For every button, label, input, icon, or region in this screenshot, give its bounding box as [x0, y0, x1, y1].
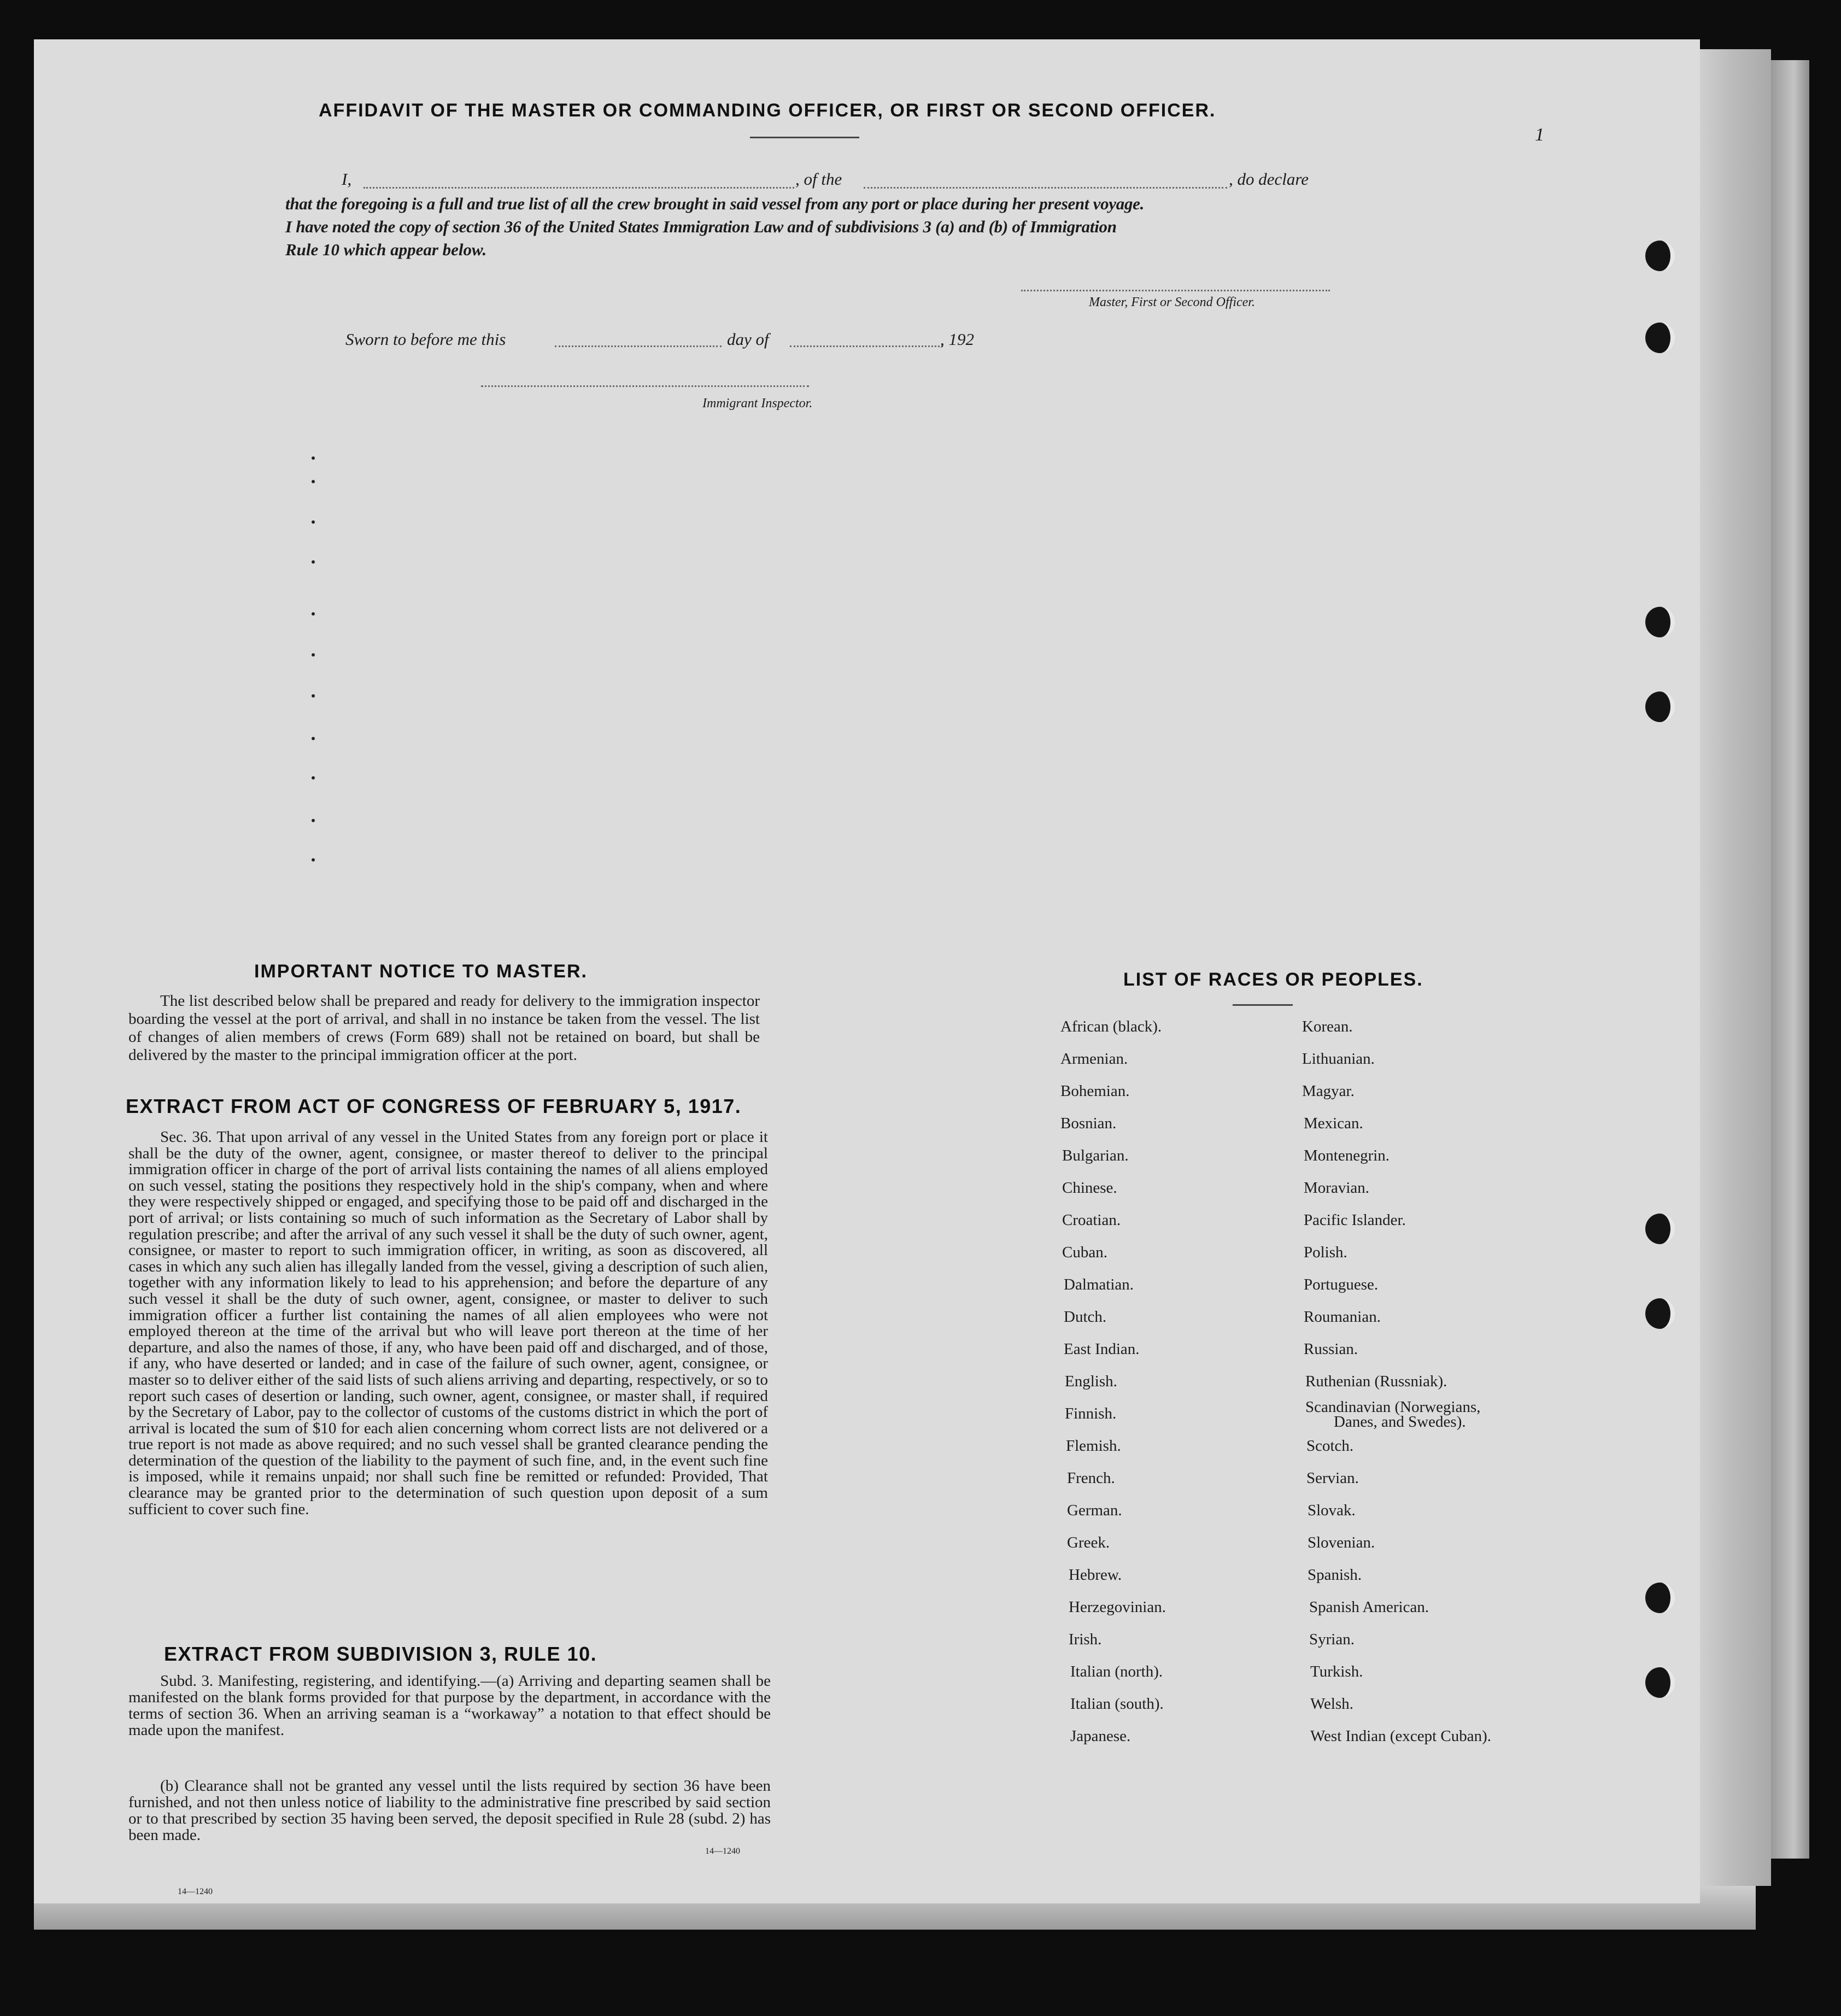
sworn-label: Sworn to before me this [345, 330, 506, 349]
page-edge [1700, 49, 1771, 1886]
race-item: German. [1067, 1502, 1122, 1519]
punch-hole [1645, 1298, 1675, 1329]
row-mark [312, 560, 315, 564]
race-item: Hebrew. [1069, 1566, 1122, 1584]
affidavit-line4: Rule 10 which appear below. [285, 240, 487, 259]
race-item: Cuban. [1062, 1244, 1107, 1261]
bottom-form-number: 14—1240 [178, 1887, 213, 1896]
race-item: Montenegrin. [1304, 1147, 1390, 1164]
punch-hole [1645, 1667, 1675, 1698]
race-item: Moravian. [1304, 1179, 1369, 1197]
race-item: Korean. [1302, 1018, 1353, 1035]
name-field[interactable] [363, 187, 794, 189]
act-text: Sec. 36. That upon arrival of any vessel in the United States from any foreign port or place it shall be the duty of the owner, agent, consignee, or master thereof to deliver to the principal immigration officer in charge of the port of arrival lists containing the names of all aliens employed on such vessel, stating the positions they respectively hold in the ship's company, when and where they were respectively shipped or engaged, and specifying those to be paid off and discharged in the port of arrival; or lists containing so much of such information as the Secretary of Labor shall by regulation prescribe; and after the arrival of any such vessel it shall be the duty of such owner, agent, consignee, or master to report to such immigration officer, in writing, as soon as discovered, all cases in which any such alien has illegally landed from the vessel, giving a description of such alien, together with any information likely to lead to his apprehension; and before the departure of any such vessel it shall be the duty of such owner, agent, consignee, or master to deliver to such immigration officer a further list containing the names of all alien employees who were not employed thereon at the time of the arrival but who will leave port thereon at the time of her departure, and also the names of those, if any, who have been paid off and discharged, and of those, if any, who have deserted or landed; and in case of the failure of such owner, agent, consignee, or master so to deliver either of the said lists of such aliens arriving and departing, respectively, or so to report such cases of desertion or landing, such owner, agent, consignee, or master shall, if required by the Secretary of Labor, pay to the collector of customs of the customs district in which the port of arrival is located the sum of $10 for each alien concerning whom correct lists are not delivered or a true report is not made as above required; and no such vessel shall be granted clearance pending the determination of the question of the liability to the payment of such fine, and, in the event such fine is imposed, while it remains unpaid; nor shall such fine be remitted or refunded: Provided, That clearance may be granted prior to the determination of such question upon deposit of a sum sufficient to cover such fine. [128, 1128, 768, 1518]
punch-hole [1645, 1583, 1675, 1613]
race-item: Magyar. [1302, 1082, 1355, 1100]
race-item: East Indian. [1064, 1340, 1140, 1358]
row-mark [312, 819, 315, 822]
rule-text-b: (b) Clearance shall not be granted any vessel until the lists required by section 36 have been furnished, and not then unless notice of liability to the administrative fine prescribed by said section or to that prescribed by section 35 having been served, the deposit specified in Rule 28 (subd. 2) has been made. [128, 1777, 771, 1844]
punch-hole [1645, 1214, 1675, 1244]
page-edge-stack [1771, 60, 1809, 1859]
row-mark [312, 480, 315, 483]
race-item: African (black). [1060, 1018, 1162, 1035]
race-item: Flemish. [1066, 1437, 1121, 1455]
race-item: Turkish. [1310, 1663, 1363, 1680]
race-item: Irish. [1069, 1631, 1102, 1648]
master-label: Master, First or Second Officer. [1089, 295, 1255, 309]
notice-text: The list described below shall be prepared and ready for delivery to the immigration inspector boarding the vessel at the port of arrival, and shall in no instance be taken from the vessel. The list of changes of alien members of crews (Form 689) shall not be retained on board, but shall be delivered by the master to the principal immigration officer at the port. [128, 992, 760, 1064]
race-item: Italian (south). [1070, 1695, 1164, 1713]
race-item: Greek. [1067, 1534, 1110, 1551]
punch-hole [1645, 241, 1675, 271]
act-title: EXTRACT FROM ACT OF CONGRESS OF FEBRUARY 5, 1917. [126, 1095, 742, 1117]
race-item: Pacific Islander. [1304, 1211, 1406, 1229]
race-item: Dalmatian. [1064, 1276, 1134, 1293]
page-mark: 1 [1535, 125, 1544, 145]
rule-title: EXTRACT FROM SUBDIVISION 3, RULE 10. [164, 1643, 597, 1665]
race-item: Roumanian. [1304, 1308, 1381, 1326]
race-item: Bulgarian. [1062, 1147, 1129, 1164]
race-item: Bohemian. [1060, 1082, 1130, 1100]
vessel-field[interactable] [864, 187, 1227, 189]
race-item: Scotch. [1306, 1437, 1354, 1455]
race-item: French. [1067, 1469, 1115, 1487]
race-item: Russian. [1304, 1340, 1358, 1358]
row-mark [312, 858, 315, 862]
races-title: LIST OF RACES OR PEOPLES. [1123, 969, 1423, 990]
race-item: Herzegovinian. [1069, 1598, 1166, 1616]
punch-hole [1645, 323, 1675, 353]
race-item: Welsh. [1310, 1695, 1354, 1713]
race-item: Japanese. [1070, 1727, 1131, 1745]
inspector-signature-line[interactable] [481, 385, 809, 387]
row-mark [312, 737, 315, 740]
rule-text-a: Subd. 3. Manifesting, registering, and identifying.—(a) Arriving and departing seamen shall be manifested on the blank forms provided for that purpose by the department, in accordance with the terms of section 36. When an arriving seaman is a “workaway” a notation to that effect should be made upon the manifest. [128, 1672, 771, 1739]
race-item: Ruthenian (Russniak). [1305, 1373, 1447, 1390]
race-item: Polish. [1304, 1244, 1347, 1261]
row-mark [312, 653, 315, 657]
race-item: Armenian. [1060, 1050, 1128, 1068]
race-item: Syrian. [1309, 1631, 1355, 1648]
race-item: English. [1065, 1373, 1117, 1390]
race-item: Slovak. [1308, 1502, 1356, 1519]
race-item: Bosnian. [1060, 1115, 1117, 1132]
divider [750, 137, 859, 138]
race-item: Croatian. [1062, 1211, 1121, 1229]
inspector-label: Immigrant Inspector. [702, 396, 813, 411]
race-item: Italian (north). [1070, 1663, 1163, 1680]
race-item: Dutch. [1064, 1308, 1107, 1326]
affidavit-i: I, [342, 169, 352, 189]
race-item: Spanish. [1308, 1566, 1362, 1584]
race-item: Lithuanian. [1302, 1050, 1375, 1068]
form-number: 14—1240 [705, 1847, 740, 1856]
affidavit-declare: , do declare [1229, 169, 1309, 189]
affidavit-of-the: , of the [795, 169, 842, 189]
master-signature-line[interactable] [1021, 290, 1330, 291]
row-mark [312, 776, 315, 780]
sworn-month-field[interactable] [790, 345, 943, 347]
notice-title: IMPORTANT NOTICE TO MASTER. [254, 961, 588, 982]
race-item: West Indian (except Cuban). [1310, 1727, 1492, 1745]
punch-hole [1645, 607, 1675, 637]
race-item: Mexican. [1304, 1115, 1363, 1132]
divider [1233, 1004, 1293, 1006]
punch-hole [1645, 691, 1675, 722]
affidavit-line3: I have noted the copy of section 36 of the United States Immigration Law and of subdivisions 3 (a) and (b) of Immigration [285, 217, 1117, 236]
race-item: Spanish American. [1309, 1598, 1429, 1616]
row-mark [312, 456, 315, 460]
day-of-label: day of [727, 330, 769, 349]
affidavit-line2: that the foregoing is a full and true list of all the crew brought in said vessel from any port or place during her present voyage. [285, 194, 1145, 213]
race-item: Servian. [1306, 1469, 1359, 1487]
race-item: Slovenian. [1308, 1534, 1375, 1551]
race-item: Portuguese. [1304, 1276, 1379, 1293]
row-mark [312, 694, 315, 698]
race-item: Chinese. [1062, 1179, 1117, 1197]
affidavit-title: AFFIDAVIT OF THE MASTER OR COMMANDING OFFICER, OR FIRST OR SECOND OFFICER. [319, 100, 1216, 121]
race-item: Scandinavian (Norwegians, [1305, 1398, 1481, 1416]
row-mark [312, 520, 315, 524]
race-item: Finnish. [1065, 1405, 1117, 1422]
row-mark [312, 612, 315, 616]
sworn-day-field[interactable] [555, 345, 722, 347]
year-label: , 192 [940, 330, 974, 349]
race-item-scandinavian-cont: Danes, and Swedes). [1334, 1413, 1466, 1431]
